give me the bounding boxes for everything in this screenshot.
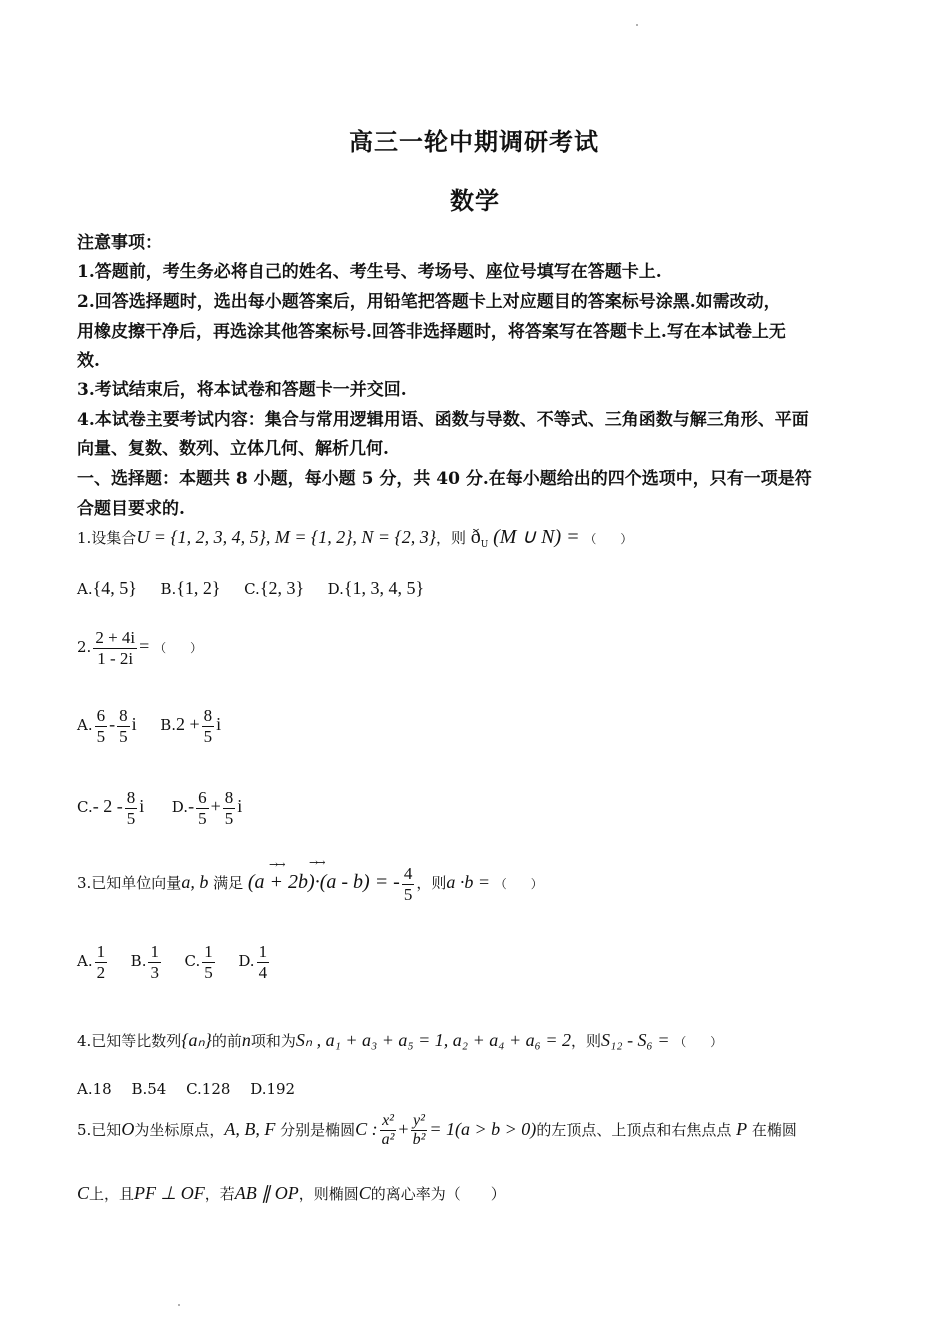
q2-c-i: i [139,796,145,817]
q5-a2: a² [381,1131,395,1149]
q1-stem [77,524,632,550]
section-1-instructions-line2: 合题目要求的. [77,499,185,519]
q2-d-lead: - [188,796,195,817]
q5-equation-rest: = 1(a > b > 0) [429,1118,537,1139]
q2-option-b-frac [202,706,215,746]
vector-arrow-a: →→ [269,858,284,871]
q3-options [77,942,271,982]
q2-numerator: 2 + 4i [95,628,136,647]
notice-item-2-line3: 效. [77,351,100,371]
q5-c2: C [77,1183,90,1203]
q2-option-c-frac [125,788,138,828]
q2-d-i: i [237,796,243,817]
q5-stem-line1 [77,1112,797,1150]
q2-a-d2: 5 [119,726,128,746]
q2-prefix: 2. [77,638,92,657]
q5-origin: O [121,1118,135,1139]
q3-stem [77,864,543,904]
q5-mid5: 上，且 [89,1185,135,1203]
q5-p: P [736,1118,748,1139]
q1-set-u: U = {1, 2, 3, 4, 5} [136,527,266,547]
q5-stem-line2 [77,1183,506,1204]
q3-then: ，则 [416,874,447,893]
q2-option-a-frac1 [95,706,108,746]
q1-option-b-label: B. [160,580,177,598]
q5-mid2: 分别是椭圆 [280,1120,356,1139]
q4-stem [77,1030,722,1051]
q3-a-n: 1 [96,942,106,961]
q2-c-d: 5 [126,808,136,828]
q2-d-plus: + [210,796,221,817]
q3-option-c-label: C. [184,952,201,971]
q5-mid4: 在椭圆 [751,1120,797,1139]
q3-option-c-frac [202,942,215,982]
q3-b-d: 3 [150,962,159,982]
q5-mid6: ，若 [204,1185,235,1203]
q2-denominator: 1 - 2i [97,648,134,668]
notice-item-2-line2: 用橡皮擦干净后，再选涂其他答案标号.回答非选择题时，将答案写在答题卡上.写在本试卷上无 [77,322,786,342]
q1-option-d-label: D. [327,580,344,598]
q4-sequence: {aₙ} [181,1030,212,1050]
q1-expression: (M ∪ N) = [493,526,580,548]
q3-c-d: 5 [204,962,213,982]
q3-a-d: 2 [96,962,106,982]
q1-then: ，则 [435,529,466,547]
q3-option-b-frac [148,942,161,982]
q2-b-i: i [216,714,222,735]
q2-a-minus: - [109,714,116,735]
q5-frac-x [380,1112,397,1150]
q1-option-d-value: {1, 3, 4, 5} [343,578,425,598]
q2-option-d-label: D. [171,798,189,817]
q4-then: ，则 [571,1032,602,1050]
q5-c-label: C : [355,1118,378,1139]
q1-option-b-value: {1, 2} [176,578,221,598]
q5-plus: + [398,1118,409,1139]
q2-option-d-frac2 [223,788,236,828]
q5-frac-y [411,1112,428,1150]
q3-option-d-frac [257,942,270,982]
scan-dot-top [636,24,638,26]
q2-options-cd [77,788,242,828]
q1-option-a-label: A. [77,580,93,598]
q5-mid3: 的左顶点、上顶点和右焦点点 [536,1120,732,1139]
q4-answer-paren: （ ） [674,1035,723,1049]
subject-title: 数学 [450,186,500,215]
q5-x2: x² [380,1112,396,1131]
q3-b-n: 1 [150,942,159,961]
q3-option-a-frac [95,942,108,982]
q2-options-ab [77,706,221,746]
vector-arrow-b: →→ [309,856,324,869]
notice-item-3: 3.考试结束后，将本试卷和答题卡一并交回. [77,380,407,400]
q1-prefix: 1.设集合 [77,529,137,547]
q4-expression: S₁₂ - S₆ = [601,1030,670,1050]
notice-heading: 注意事项： [77,233,162,253]
q2-answer-paren: （ ） [154,641,203,656]
q3-vectors: a, b [181,872,209,893]
q2-fraction [93,628,137,668]
q2-b-n: 8 [203,706,213,725]
q2-option-a-frac2 [117,706,130,746]
q1-set-n: , N = {2, 3} [352,527,436,547]
q2-a-i: i [131,714,137,735]
q5-prefix: 5.已知 [77,1120,122,1139]
q4-options: A.18 B.54 C.128 D.192 [77,1080,296,1098]
q1-answer-paren: （ ） [584,532,633,546]
q5-mid8: 的离心率为（ ） [370,1185,506,1203]
q1-complement-symbol: ð [470,526,481,548]
q4-mid: 的前 [211,1032,242,1050]
q2-c-n: 8 [126,788,136,807]
notice-item-4-line1: 4.本试卷主要考试内容：集合与常用逻辑用语、函数与导数、不等式、三角函数与解三角形、平面 [77,410,809,430]
q2-option-c-label: C. [77,798,93,817]
q1-options [77,578,424,599]
q3-fraction [402,864,415,904]
q5-parallel: AB ∥ OP [234,1183,299,1203]
q3-answer-paren: （ ） [494,877,543,892]
q1-option-c-value: {2, 3} [259,578,305,598]
q5-c3: C [358,1183,371,1203]
q2-option-d-frac1 [196,788,209,828]
q5-perp: PF ⊥ OF [134,1183,205,1203]
q2-d-n1: 6 [198,788,207,807]
exam-title: 高三一轮中期调研考试 [349,127,599,156]
q3-prefix: 3.已知单位向量 [77,874,182,893]
q2-option-b-label: B. [160,716,176,735]
q2-a-d1: 5 [96,726,106,746]
q2-b-d: 5 [203,726,213,746]
q3-option-d-label: D. [238,952,255,971]
q1-option-c-label: C. [244,580,260,598]
q3-expression: a ·b = [446,872,491,893]
q2-a-n1: 6 [96,706,106,725]
q4-prefix: 4.已知等比数列 [77,1032,182,1050]
q1-option-a-value: {4, 5} [92,578,137,598]
q3-option-b-label: B. [130,952,147,971]
q2-c-lead: - 2 - [92,796,123,817]
q3-d-n: 1 [258,942,268,961]
notice-item-2-line1: 2.回答选择题时，选出每小题答案后，用铅笔把答题卡上对应题目的答案标号涂黑.如需改动， [77,292,781,312]
q2-option-a-label: A. [77,716,93,735]
scan-dot-bottom [178,1304,180,1306]
q2-stem [77,628,202,668]
q5-b2: b² [412,1131,426,1149]
q3-satisfies: 满足 [213,874,244,893]
q2-d-d1: 5 [198,808,207,828]
q3-den: 5 [403,884,413,904]
q1-set-m: , M = {1, 2} [265,527,353,547]
q5-mid7: ，则椭圆 [298,1185,359,1203]
q4-n: n [241,1030,251,1050]
notice-item-1: 1.答题前，考生务必将自己的姓名、考生号、考场号、座位号填写在答题卡上. [77,262,662,282]
q5-mid1: 为坐标原点， [134,1120,225,1139]
q1-complement-sub: U [480,540,489,550]
q3-option-a-label: A. [77,952,93,971]
q5-points: A, B, F [224,1118,276,1139]
q2-d-n2: 8 [224,788,234,807]
q2-b-lead: 2 + [175,714,200,735]
q2-d-d2: 5 [224,808,234,828]
q4-mid2: 项和为 [250,1032,296,1050]
q3-condition: (a + 2b)·(a - b) = - [247,871,400,894]
q2-a-n2: 8 [119,706,128,725]
q5-y2: y² [411,1112,427,1131]
section-1-instructions-line1: 一、选择题：本题共 8 小题，每小题 5 分，共 40 分.在每小题给出的四个选项中，只有一项是符 [77,469,812,489]
q3-c-n: 1 [204,942,213,961]
q2-equals: = [139,636,150,657]
q4-condition: Sₙ , a₁ + a₃ + a₅ = 1, a₂ + a₄ + a₆ = 2 [295,1030,572,1050]
q3-num: 4 [403,864,413,883]
notice-item-4-line2: 向量、复数、数列、立体几何、解析几何. [77,439,389,459]
q3-d-d: 4 [258,962,268,982]
